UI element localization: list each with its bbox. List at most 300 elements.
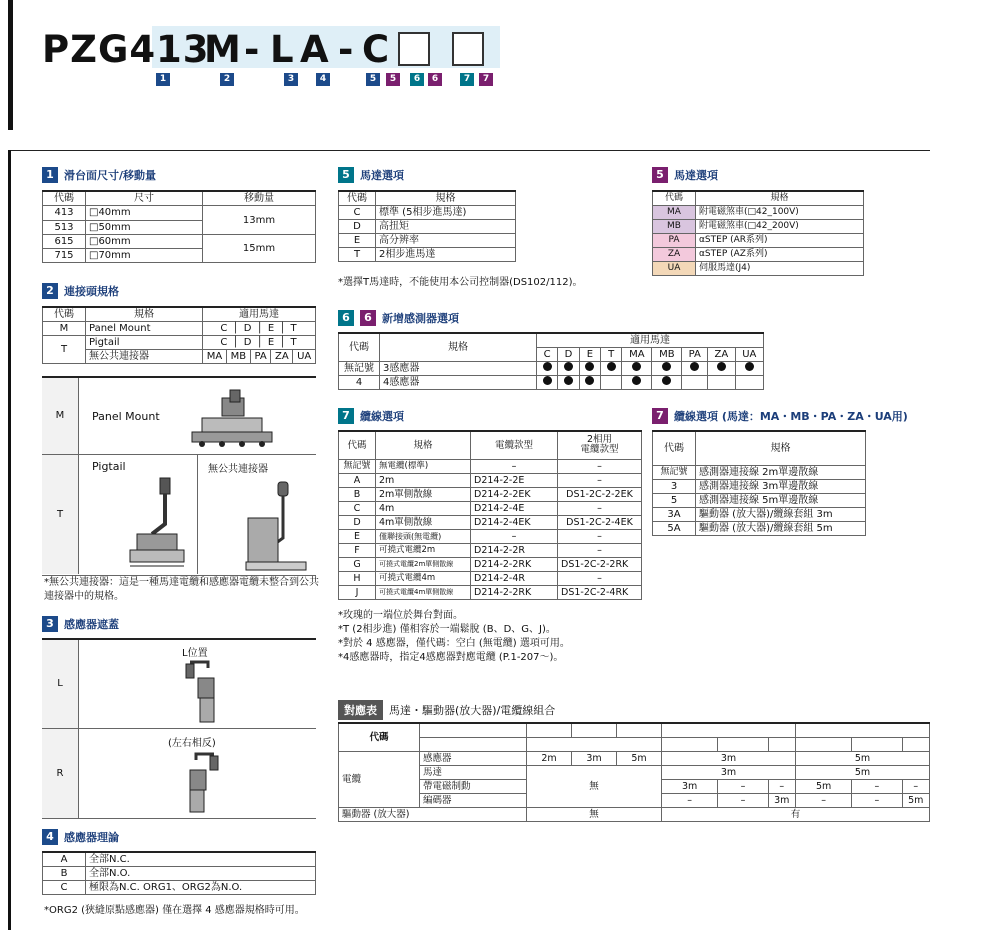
code-cell: F [339,543,376,557]
spec-cell: 感測器連接線 2m單邊散線 [696,465,866,479]
section-7b-header [652,408,908,424]
code-cell: 無記號 [653,465,696,479]
code-cell: 715 [43,249,86,263]
cable-type-2ph: DS1-2C-2-2EK [558,487,642,501]
code-cell: 413 [43,206,86,221]
row-label: 編碼器 [420,794,527,808]
motor-header: C [537,348,558,362]
spec-cell: 3感應器 [380,362,537,376]
cable-type-2ph: DS1-2C-2-4EK [558,515,642,529]
section-title: 纜線選項 (馬達：MA・MB・PA・ZA・UA用) [674,410,908,423]
spec-cell: 全部N.C. [86,852,316,867]
available-dot [585,376,594,385]
section-number: 6 [338,310,354,326]
spec-cell: 4m [376,501,471,515]
motor-sub: PA・ZA [852,738,902,752]
col-header: 代碼 [339,723,420,752]
table-row [339,585,642,599]
pigtail-label: Pigtail [92,460,126,473]
note-line: *T (2相步進) 僅相容於一端鬆脫 (B、D、G、J)。 [338,624,556,635]
code-header: 5A [795,723,929,738]
value-cell: – [852,780,902,794]
option-placeholder-box [398,32,430,66]
l-cover-illustration [182,658,222,726]
available-dot [564,362,573,371]
table-row [339,515,642,529]
section-title: 連接頭規格 [64,285,119,298]
marker-5: 5 [366,73,380,86]
motor-cell: C │ D │ E │ T [203,322,316,336]
code-cell: L [42,640,79,728]
row-label: 帶電磁制動 [420,780,527,794]
col-header: 電纜款型 [471,431,558,459]
section-3-header [42,616,119,632]
sensor-logic-note: *ORG2 (狹縫原點感應器) 僅在選擇 4 感應器規格時可用。 [44,905,305,916]
marker-6b: 6 [428,73,442,86]
section-number: 5 [652,167,668,183]
cable-type-2ph: DS1-2C-2-4RK [558,585,642,599]
cable-type: D214-2-2RK [471,557,558,571]
table-row [653,521,866,535]
section-4-header [42,829,119,845]
available-dot [690,362,699,371]
combo-header [338,700,555,720]
spec-cell: Pigtail [86,336,203,350]
value-cell: 5m [795,752,929,766]
table-row [653,507,866,521]
code-cell: C [339,501,376,515]
section-number: 7 [652,408,668,424]
code-cell: 615 [43,235,86,249]
motor-header: PA [682,348,708,362]
motor-sub: MA・MB [662,738,718,752]
col-header: 尺寸 [86,191,203,206]
travel-cell: 15mm [203,235,316,263]
col-header: 代碼 [43,191,86,206]
size-cell: □70mm [86,249,203,263]
spec-cell: 可撓式電纜2m單側散線 [376,557,471,571]
marker-3: 3 [284,73,298,86]
available-dot [564,376,573,385]
cable-type: D214-2-4E [471,501,558,515]
col-header: 代碼 [653,191,696,206]
code-cell: MA [653,206,696,220]
table-row [339,376,764,390]
value-cell: 5m [795,766,929,780]
spec-cell: Panel Mount [86,322,203,336]
table-row [43,322,316,336]
cable-type-2ph: – [558,473,642,487]
part-number-dash: - [244,28,261,71]
spec-cell: 2相步進馬達 [376,248,516,262]
code-cell: 3 [653,479,696,493]
motor-header: MA [622,348,652,362]
code-cell: H [339,571,376,585]
code-cell: D [339,220,376,234]
motor-code: T [290,337,298,348]
note-line: *4感應器時，指定4感應器對應電纜 (P.1-207〜)。 [338,652,564,663]
spec-cell: 驅動器 (放大器)/纜線套組 3m [696,507,866,521]
table-row [43,336,316,350]
marker-1: 1 [156,73,170,86]
table-row [653,465,866,479]
code-cell: MB [653,220,696,234]
value-cell: 3m [572,752,617,766]
motor-code: MA [203,350,227,364]
table-row [339,206,516,220]
spec-cell: 無電纜(標準) [376,459,471,473]
available-dot [585,362,594,371]
motor-sub: PA・ZA [718,738,768,752]
r-position-label: (左右相反) [168,738,216,749]
table-row [339,487,642,501]
spec-cell: 無公共連接器 [86,350,203,364]
size-cell: □40mm [86,206,203,221]
section-number: 2 [42,283,58,299]
code-cell: UA [653,262,696,276]
value-cell: 3m [768,794,795,808]
motor-cell: C │ D │ E │ T [203,336,316,350]
code-header: 3A [662,723,796,738]
row-label: 驅動器 (放大器)電纜 [420,723,527,738]
cable-type: D214-2-4EK [471,515,558,529]
section-1-header [42,167,156,183]
motor-option-ext-table [652,190,864,276]
left-accent-bar-lower [8,150,11,930]
spec-cell: 標準 (5相步進馬達) [376,206,516,220]
cable-option-table [338,430,642,600]
table-row [653,206,864,220]
spec-cell: 極限為N.C. ORG1、ORG2為N.O. [86,881,316,895]
table-row [43,881,316,895]
cable-label: 電纜 [339,752,420,808]
combination-table [338,722,930,822]
code-cell: J [339,585,376,599]
available-dot [632,376,641,385]
code-cell: R [42,729,79,818]
code-cell: C [339,206,376,220]
col-header: 代碼 [339,191,376,206]
marker-7: 7 [460,73,474,86]
cable-type: – [471,529,558,543]
combo-tag: 對應表 [338,700,383,720]
code-cell: E [339,529,376,543]
available-dot [745,362,754,371]
spec-cell: 可撓式電纜4m [376,571,471,585]
code-cell: 無記號 [339,459,376,473]
motor-option-note: *選擇T馬達時，不能使用本公司控制器(DS102/112)。 [338,277,583,288]
value-cell: 3m [662,752,796,766]
col-header: 代碼 [339,333,380,362]
code-cell: B [43,867,86,881]
part-number-connector: M [204,28,242,71]
motor-header: E [579,348,600,362]
section-5-header [338,167,404,183]
motor-header: D [558,348,579,362]
table-row [339,248,516,262]
spec-cell: 2m單側散線 [376,487,471,501]
spec-cell: 附電磁煞車(□42_200V) [696,220,864,234]
code-cell: 5 [653,493,696,507]
value-cell: – [852,794,902,808]
spec-cell: 伺服馬達(J4) [696,262,864,276]
section-number: 1 [42,167,58,183]
cable-type: D214-2-2RK [471,585,558,599]
col-header: 規格 [696,431,866,465]
table-row [339,557,642,571]
section-2-header [42,283,119,299]
col-header: 規格 [380,333,537,362]
motor-code: UA [293,350,316,364]
table-row [339,752,930,766]
table-row [653,248,864,262]
spec-cell: 可撓式電纜4m單側散線 [376,585,471,599]
code-cell: G [339,557,376,571]
code-cell: 3A [653,507,696,521]
marker-5b: 5 [386,73,400,86]
code-cell: E [339,234,376,248]
no-common-connector-label: 無公共連接器 [208,464,268,475]
table-row [339,571,642,585]
section-title: 感應器遮蓋 [64,618,119,631]
connector-illustration-table [42,376,316,576]
table-row [43,235,316,249]
col-header-line: 電纜款型 [580,444,619,456]
cable-type-2ph: – [558,501,642,515]
cable-type-2ph: DS1-2C-2-2RK [558,557,642,571]
motor-sub: UA [768,738,795,752]
value-cell: 無 [527,808,662,822]
code-header: 無記號 [527,723,572,738]
spec-cell: 附電磁煞車(□42_100V) [696,206,864,220]
value-cell: 2m [527,752,572,766]
value-cell: 有 [662,808,930,822]
cable-type-2ph: – [558,543,642,557]
col-header: 規格 [696,191,864,206]
table-row [339,459,642,473]
table-row [653,479,866,493]
motor-code: E [267,323,276,334]
motor-code: C [220,337,229,348]
panel-mount-illustration [182,388,292,452]
part-number-base: PZG413 [42,28,210,71]
note-line: *對於 4 感應器，僅代碼：空白 (無電纜) 選項可用。 [338,638,570,649]
divider [42,728,316,729]
table-row [339,543,642,557]
motor-sub: MA・MB [795,738,851,752]
panel-mount-label: Panel Mount [92,410,160,423]
motor-code: ZA [271,350,293,364]
available-dot [607,362,616,371]
connector-table [42,306,316,364]
marker-2: 2 [220,73,234,86]
section-7-header [338,408,404,424]
sensor-logic-table [42,851,316,895]
available-dot [543,376,552,385]
section-number: 5 [338,167,354,183]
part-number-motor: C [362,28,391,71]
value-cell: – [902,780,929,794]
r-cover-illustration [182,750,222,816]
section-title: 新增感測器選項 [382,312,459,325]
motor-code: D [243,323,253,334]
col-header: 代碼 [339,431,376,459]
cable-type-2ph: – [558,571,642,585]
spec-cell: 4m單側散線 [376,515,471,529]
motor-code: MB [226,350,250,364]
table-row [653,262,864,276]
value-cell: 3m [662,780,718,794]
row-label: 驅動器 (放大器) [339,808,527,822]
note-line: *玫瑰的一端位於舞台對面。 [338,610,463,621]
code-cell: D [339,515,376,529]
available-dot [543,362,552,371]
motor-code: PA [250,350,270,364]
table-row [339,234,516,248]
section-title: 纜線選項 [360,410,404,423]
col-header: 規格 [376,431,471,459]
col-header: 代碼 [653,431,696,465]
left-accent-bar [8,0,13,130]
table-row [339,473,642,487]
section-number: 3 [42,616,58,632]
section-divider [8,150,930,151]
motor-code: D [243,337,253,348]
value-cell: – [662,794,718,808]
motor-header: ZA [708,348,736,362]
value-cell: 3m [662,766,796,780]
cable-type-2ph: – [558,459,642,473]
part-number-cover: L [270,28,295,71]
section-number: 7 [338,408,354,424]
available-dot [717,362,726,371]
cable-type: D214-2-2E [471,473,558,487]
table-row [653,493,866,507]
value-cell: 無 [527,766,662,808]
motor-group: MA・MB/PA・ZA/UA [527,738,662,752]
option-placeholder-box [452,32,484,66]
section-6-header [338,310,459,326]
travel-cell: 13mm [203,206,316,235]
motor-header: T [601,348,622,362]
code-cell: B [339,487,376,501]
marker-4: 4 [316,73,330,86]
cable-option-ext-table [652,430,866,536]
code-cell: M [42,378,79,455]
row-label: 馬達 [420,738,527,752]
col-header: 規格 [86,307,203,322]
value-cell: – [718,780,768,794]
code-cell: PA [653,234,696,248]
table-row [339,766,930,780]
motor-code: T [290,323,298,334]
code-cell: ZA [653,248,696,262]
size-travel-table [42,190,316,263]
spec-cell: 2m [376,473,471,487]
section-5b-header [652,167,718,183]
code-cell: A [339,473,376,487]
section-title: 感應器理論 [64,831,119,844]
value-cell: 5m [617,752,662,766]
col-header: 代碼 [43,307,86,322]
table-row [43,867,316,881]
code-cell: T [339,248,376,262]
code-header: 3 [572,723,617,738]
value-cell: – [768,780,795,794]
pigtail-illustration [122,474,192,572]
motor-code: E [267,337,276,348]
spec-cell: 高扭矩 [376,220,516,234]
table-row [653,234,864,248]
combo-title: 馬達・驅動器(放大器)/電纜線組合 [389,704,556,717]
motor-header: MB [652,348,682,362]
spec-cell: αSTEP (AZ系列) [696,248,864,262]
size-cell: □60mm [86,235,203,249]
divider [197,455,198,574]
motor-header: UA [735,348,763,362]
code-cell: 513 [43,220,86,235]
section-title: 馬達選項 [674,169,718,182]
code-cell: M [43,322,86,336]
spec-cell: αSTEP (AR系列) [696,234,864,248]
code-cell: T [42,455,79,574]
table-row [339,220,516,234]
value-cell: – [718,794,768,808]
section-title: 滑台面尺寸/移動量 [64,169,157,182]
table-row [43,852,316,867]
available-dot [662,376,671,385]
cable-type-2ph: – [558,529,642,543]
sensor-cover-table [42,638,316,819]
spec-cell: 感測器連接線 3m單邊散線 [696,479,866,493]
row-label: 感應器 [420,752,527,766]
col-header-line: 2相用 [586,434,613,446]
section-number: 6 [360,310,376,326]
size-cell: □50mm [86,220,203,235]
table-row [339,808,930,822]
motor-code: C [220,323,229,334]
spec-cell: 僅聯接頭(無電纜) [376,529,471,543]
spec-cell: 全部N.O. [86,867,316,881]
cable-type: D214-2-2EK [471,487,558,501]
value-cell: 5m [902,794,929,808]
col-header: 移動量 [203,191,316,206]
sensor-option-table [338,332,764,390]
connector-note: *無公共連接器：這是一種馬達電纜和感應器電纜未整合到公共連接器中的規格。 [44,577,319,602]
spec-cell: 4感應器 [380,376,537,390]
code-cell: T [43,336,86,364]
value-cell: – [795,794,851,808]
col-header: 適用馬達 [203,307,316,322]
col-header: 規格 [376,191,516,206]
spec-cell: 驅動器 (放大器)/纜線套組 5m [696,521,866,535]
spec-cell: 高分辨率 [376,234,516,248]
value-cell: 5m [795,780,851,794]
part-number-dash: - [338,28,355,71]
marker-6: 6 [410,73,424,86]
marker-7b: 7 [479,73,493,86]
table-row [339,362,764,376]
available-dot [632,362,641,371]
section-title: 馬達選項 [360,169,404,182]
code-cell: C [43,881,86,895]
available-dot [662,362,671,371]
cable-type: D214-2-2R [471,543,558,557]
l-position-label: L位置 [182,648,208,659]
code-header: 5 [617,723,662,738]
col-header: 適用馬達 [537,333,764,348]
motor-option-table [338,190,516,262]
